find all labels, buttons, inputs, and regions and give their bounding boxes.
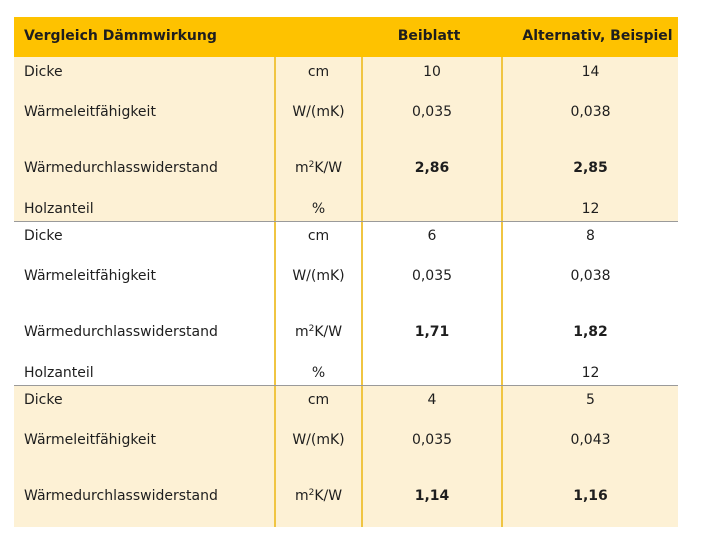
header-label: Vergleich Dämmwirkung (24, 28, 217, 44)
table-row (14, 156, 678, 180)
row-value-beiblatt: 0,035 (411, 268, 453, 284)
unit-superscript: 2 (308, 488, 315, 498)
unit-rest: K/W (314, 324, 343, 340)
row-label: Holzanteil (24, 201, 94, 217)
row-value-alternativ: 0,043 (570, 432, 611, 448)
row-unit (276, 488, 361, 504)
row-value-alternativ: 2,85 (573, 160, 608, 176)
row-unit: cm (307, 392, 330, 408)
row-label: Wärmeleitfähigkeit (24, 268, 156, 284)
row-unit: cm (307, 228, 330, 244)
row-label: Wärmedurchlasswiderstand (24, 488, 218, 504)
table-row (14, 428, 678, 452)
row-unit (276, 324, 361, 340)
table-row (14, 197, 678, 221)
table-header (14, 17, 678, 57)
row-value-beiblatt: 1,14 (414, 488, 450, 504)
table-row (14, 388, 678, 412)
row-value-alternativ: 12 (581, 201, 600, 217)
table-row (14, 60, 678, 84)
row-value-beiblatt: 6 (427, 228, 437, 244)
row-label: Dicke (24, 228, 63, 244)
insulation-comparison-table (14, 17, 678, 527)
table-row (14, 484, 678, 508)
table-group-1 (14, 57, 678, 221)
row-value-alternativ: 0,038 (570, 268, 611, 284)
table-group-2 (14, 221, 678, 385)
row-value-alternativ: 8 (586, 228, 595, 244)
table-row (14, 264, 678, 288)
row-value-beiblatt: 0,035 (411, 104, 453, 120)
table-row (14, 361, 678, 385)
row-value-beiblatt: 4 (427, 392, 437, 408)
row-value-alternativ: 0,038 (570, 104, 611, 120)
row-value-beiblatt: 0,035 (411, 432, 453, 448)
row-value-alternativ: 12 (581, 365, 600, 381)
table-row (14, 100, 678, 124)
row-value-alternativ: 5 (586, 392, 595, 408)
row-value-alternativ: 1,82 (573, 324, 608, 340)
header-col-alternativ: Alternativ, Beispiel (522, 28, 673, 44)
row-value-alternativ: 14 (581, 64, 600, 80)
row-unit: % (311, 201, 326, 217)
row-unit: W/(mK) (292, 104, 345, 120)
unit-base: m (294, 160, 309, 176)
table-group-3 (14, 385, 678, 527)
unit-superscript: 2 (308, 324, 315, 334)
unit-rest: K/W (314, 160, 343, 176)
row-value-alternativ: 1,16 (573, 488, 608, 504)
row-label: Wärmeleitfähigkeit (24, 104, 156, 120)
row-label: Wärmeleitfähigkeit (24, 432, 156, 448)
row-unit: cm (307, 64, 330, 80)
row-label: Dicke (24, 64, 63, 80)
header-col-beiblatt: Beiblatt (397, 28, 461, 44)
row-label: Wärmedurchlasswiderstand (24, 160, 218, 176)
row-value-beiblatt: 10 (423, 64, 441, 80)
unit-base: m (294, 488, 309, 504)
row-label: Holzanteil (24, 365, 94, 381)
table-row (14, 224, 678, 248)
row-value-beiblatt: 2,86 (414, 160, 450, 176)
unit-rest: K/W (314, 488, 343, 504)
unit-superscript: 2 (308, 160, 315, 170)
row-label: Dicke (24, 392, 63, 408)
row-unit: % (311, 365, 326, 381)
unit-base: m (294, 324, 309, 340)
row-unit: W/(mK) (292, 268, 345, 284)
row-value-beiblatt: 1,71 (414, 324, 450, 340)
row-unit: W/(mK) (292, 432, 345, 448)
row-unit (276, 160, 361, 176)
table-row (14, 320, 678, 344)
row-label: Wärmedurchlasswiderstand (24, 324, 218, 340)
